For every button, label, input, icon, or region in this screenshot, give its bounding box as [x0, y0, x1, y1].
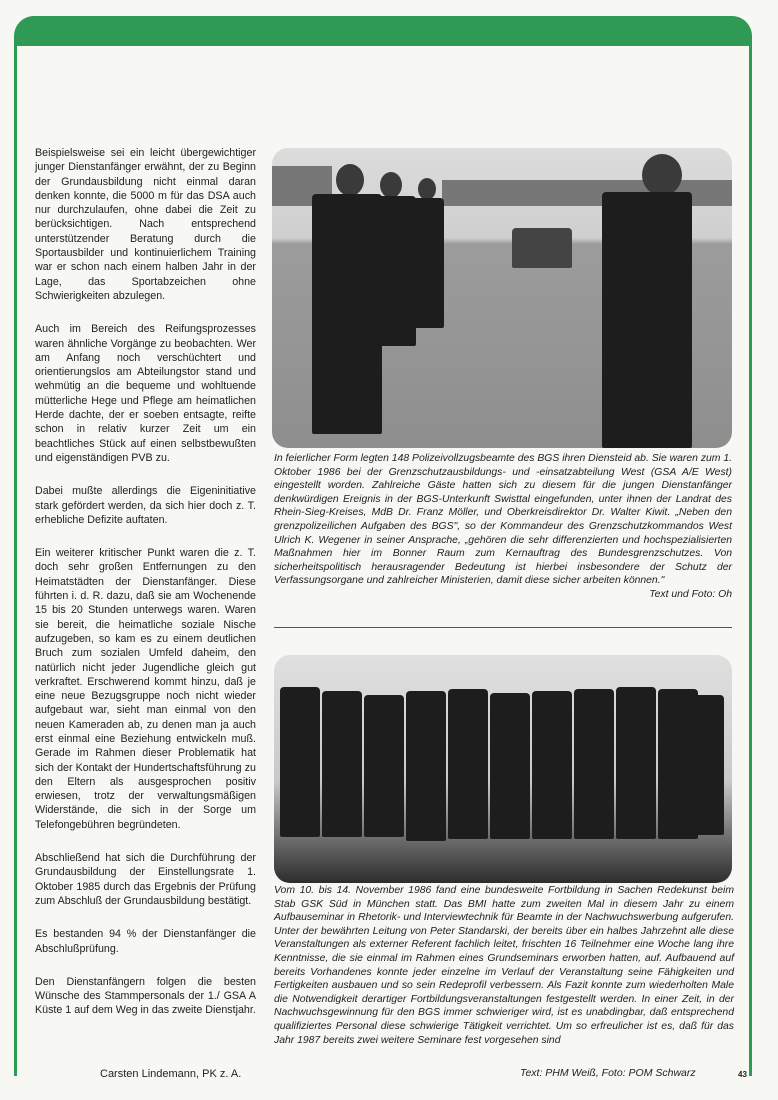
participant-figure — [364, 695, 404, 837]
caption-text: In feierlicher Form legten 148 Polizeivollzugsbeamte des BGS ihren Diensteid ab. Sie waren zum 1. Oktober 1986 bei der Grenzschutzausbildungs- und -einsatzabteilung West (GSA A/E West) eingestellt worden. Zahlreiche Gäste hatten sich zu diesem für die jungen Dienstanfänger denkwürdigen Ereignis in der BGS-Unterkunft Swisttal eingefunden, unter ihnen der Landrat des Rhein-Sieg-Kreises, MdB Dr. Franz Möller, und Oberkreisdirektor Dr. Walter Kiwit. „Neben den grenzpolizeilichen Aufgaben des BGS", so der Kommandeur des Grenzschutzkommandos West Ulrich K. Wegener in seiner Ansprache, „gehören die sehr differenzierten und hochspezialisierten Maßnahmen hier im Bonner Raum zum Kernauftrag des Bundesgrenzschutzes. Von sicherheitspolitisch herausragender Bedeutung ist hierbei insbesondere der Schutz der Verfassungsorgane und zahlreicher Ministerien, damit diese sicher arbeiten können." — [274, 453, 732, 587]
participant-figure — [532, 691, 572, 839]
photo-credit: Text und Foto: Oh — [649, 588, 732, 600]
divider — [274, 627, 732, 628]
photo-caption — [274, 884, 734, 1047]
participant-figure — [574, 689, 614, 839]
photo-credit: Text: PHM Weiß, Foto: POM Schwarz — [520, 1067, 696, 1079]
oath-ceremony-photo — [272, 148, 732, 448]
paragraph: Ein weiterer kritischer Punkt waren die z. T. doch sehr großen Entfernungen zu den Heimatstädten der Dienstanfänger. Diese führten i. d. R. dazu, daß sie am Wochenende 15 bis 20 Stunden unterwegs waren. Waren sie bereit, die heimatliche soziale Nische aufzugeben, so kam es zu einem deutlichen Bruch zum sozialen Umfeld daheim, den natürlich nicht jeder Jugendliche gleich gut verkraftet. Erschwerend kommt hinzu, daß je eine neue Bezugsgruppe noch nicht wieder aufgebaut war, sieht man einmal von den neuen Kameraden ab, zu denen man ja auch erst einmal eine Beziehung entwickeln muß. Gerade im Rahmen dieser Problematik hat sich der Kontakt der Hundertschaftsführung zu den Eltern als ausgesprochen positiv erwiesen, trotz der verwaltungsmäßigen Widerstände, die sich in der Sorge um Telefongebühren begründeten. — [35, 547, 256, 831]
paragraph: Auch im Bereich des Reifungsprozesses waren ähnliche Vorgänge zu beobachten. Wer am Anfang noch verschüchtert und orientierungslos am Abteilungstor stand und wehmütig an die bequeme und wohltuende mütterliche Hege und Pflege am heimatlichen Herde dachte, der er soeben entsagte, reifte schon in relativ kurzer Zeit um ein beachtliches Stück auf einen selbstbewußten und eigenständigen PVB zu. — [35, 323, 256, 464]
officer-figure — [410, 198, 444, 328]
officer-head — [336, 164, 364, 196]
officer-head — [642, 154, 682, 196]
paragraph: Dabei mußte allerdings die Eigeninitiative stark gefördert werden, da sich hier doch z. T. erhebliche Defizite auftaten. — [35, 485, 256, 526]
article-column — [35, 146, 256, 1037]
seminar-group-photo — [274, 655, 732, 883]
paragraph: Es bestanden 94 % der Dienstanfänger die Abschlußprüfung. — [35, 928, 256, 955]
paragraph: Beispielsweise sei ein leicht übergewichtiger junger Dienstanfänger erwähnt, der zu Beginn der Grundausbildung nicht einmal daran denken konnte, die 5000 m für das DSA auch nur durchzulaufen, ohne dabei die Zeit zu berücksichtigen. Nach entsprechend unterstützender Beratung durch die Sportausbilder und kontinuierlichem Training war er schon nach einem halben Jahr in der Lage, das Sportabzeichen ohne Schwierigkeiten abzulegen. — [35, 147, 256, 302]
participant-figure — [490, 693, 530, 839]
participant-figure — [406, 691, 446, 841]
participant-figure — [694, 695, 724, 835]
flag — [512, 228, 572, 268]
officer-head — [380, 172, 402, 198]
participant-figure — [448, 689, 488, 839]
photo-caption — [274, 452, 732, 602]
officer-head — [418, 178, 436, 200]
paragraph: Den Dienstanfängern folgen die besten Wünsche des Stammpersonals der 1./ GSA A Küste 1 auf dem Weg in das zweite Dienstjahr. — [35, 975, 256, 1017]
author-signature: Carsten Lindemann, PK z. A. — [100, 1068, 242, 1080]
page-number: 43 — [738, 1070, 747, 1079]
participant-figure — [322, 691, 362, 837]
officer-figure — [602, 192, 692, 448]
participant-figure — [658, 689, 698, 839]
participant-figure — [280, 687, 320, 837]
caption-text: Vom 10. bis 14. November 1986 fand eine bundesweite Fortbildung in Sachen Redekunst beim Stab GSK Süd in München statt. Das BMI hatte zum zweiten Mal in diesem Jahr zu einem Aufbauseminar in Rhetorik- und Interviewtechnik für Beamte in der Nachwuchswerbung aufgerufen. Unter der bewährten Leitung von Peter Standarski, der bereits über ein halbes Jahrzehnt alle diese Veranstaltungen als externer Referent fachlich leitet, frischten 16 Teilnehmer eine Woche lang ihre Kenntnisse, die sie einmal im Rahmen eines Grundseminars erworben hatten, auf. Aufbauend auf bereits Vorhandenes konnte jeder einzelne im Verlauf der Veranstaltung seine Fähigkeiten und Fertigkeiten ausbauen und so sein Redeprofil verbessern. Als Fazit konnte zum wiederholten Male die Notwendigkeit derartiger Fortbildungsveranstaltungen festgestellt werden. In einer Zeit, in der Nachwuchsgewinnung für den BGS immer schwieriger wird, ist es unabdingbar, daß entsprechend qualifiziertes Personal diese schwierige Tätigkeit verrichtet. Um so erfreulicher ist es, daß für das Jahr 1987 bereits zwei weitere Seminare fest vorgesehen sind — [274, 885, 734, 1046]
paragraph: Abschließend hat sich die Durchführung der Grundausbildung der Einstellungsrate 1. Oktober 1985 durch das Ergebnis der Prüfung zum Abschluß der Grundausbildung bestätigt. — [35, 852, 256, 907]
participant-figure — [616, 687, 656, 839]
